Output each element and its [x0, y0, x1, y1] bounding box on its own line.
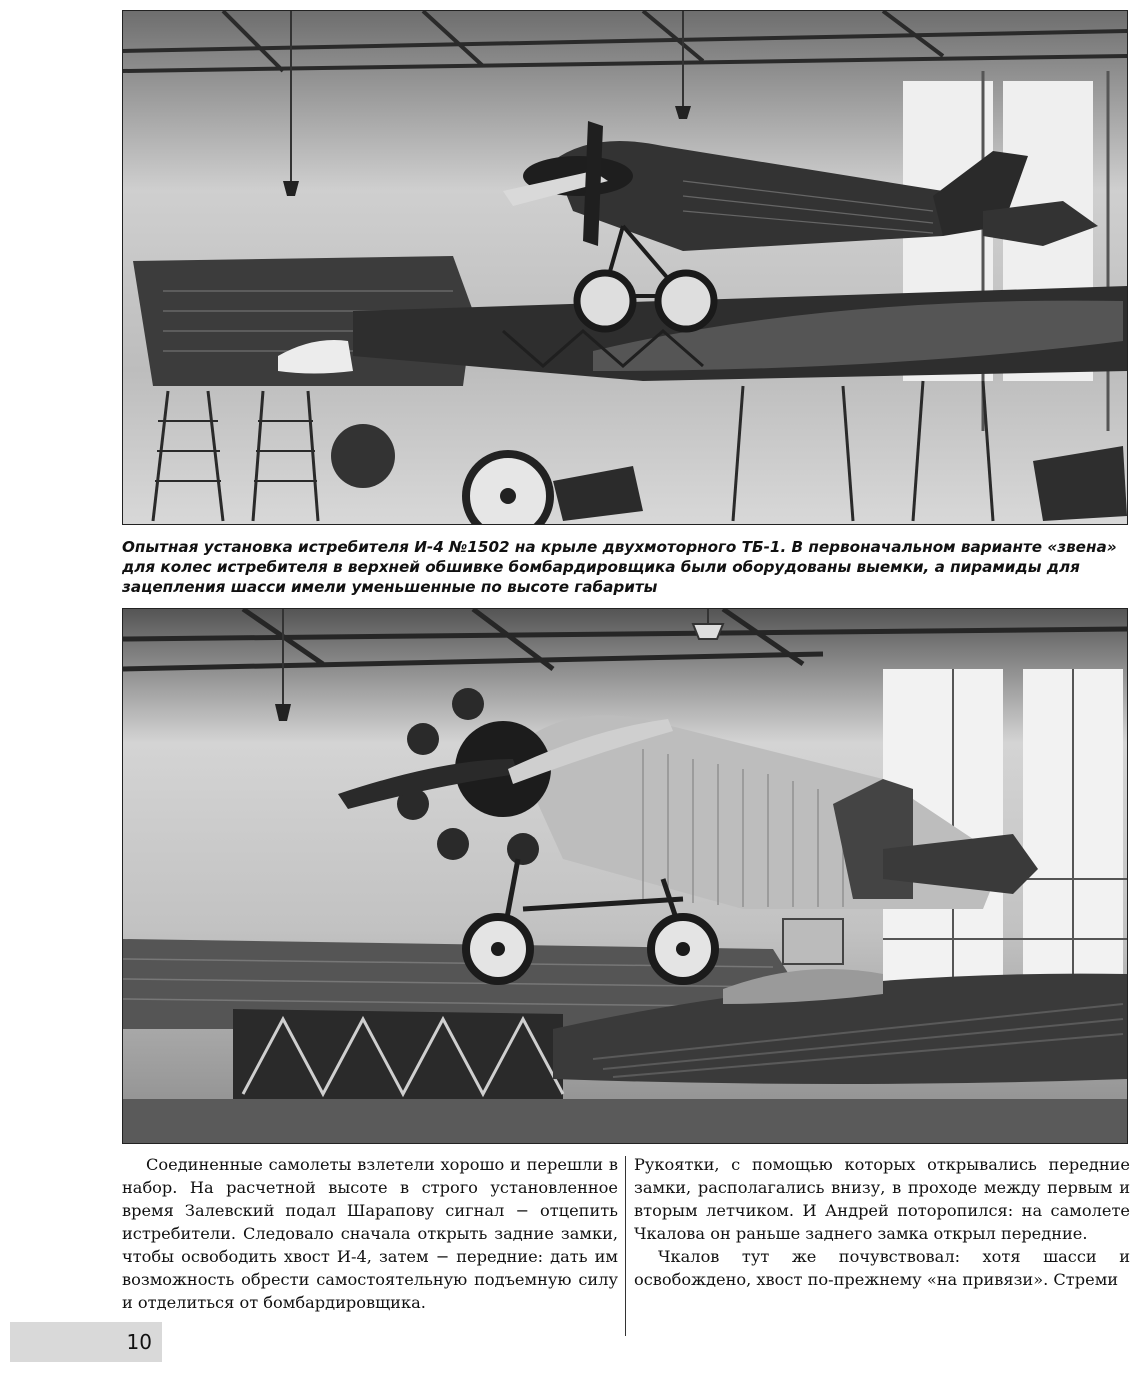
body-paragraph-3: Чкалов тут же почувствовал: хотя шасси и освобождено, хвост по-прежнему «на привязи». Стреми: [634, 1247, 1130, 1289]
body-column-right: [634, 1153, 1130, 1291]
page-number: 10: [126, 1330, 152, 1354]
column-divider: [625, 1156, 626, 1336]
page-number-box: [10, 1322, 162, 1362]
body-paragraph-1: Соединенные самолеты взлетели хорошо и перешли в набор. На расчетной высоте в строго установленное время Залевский подал Шарапову сигнал − отцепить истребители. Следовало сначала открыть задние замки, чтобы освободить хвост И-4, затем − передние: дать им возможность обрести самостоятельную подъемную силу и отделиться от бомбардировщика.: [122, 1155, 618, 1312]
body-column-left: [122, 1153, 618, 1314]
photo-bottom-i4-closeup: [122, 608, 1128, 1144]
body-paragraph-2: Рукоятки, с помощью которых открывались передние замки, располагались внизу, в проходе между первым и вторым летчиком. И Андрей поторопился: на самолете Чкалова он раньше заднего замка открыл передние.: [634, 1155, 1130, 1243]
photo-caption: Опытная установка истребителя И-4 №1502 на крыле двухмоторного ТБ-1. В первоначальном варианте «звена» для колес истребителя в верхней обшивке бомбардировщика были оборудованы выемки, а пирамиды для зацепления шасси имели уменьшенные по высоте габариты: [122, 538, 1117, 596]
photo-top-illustration: [123, 11, 1127, 524]
photo-bottom-illustration: [123, 609, 1127, 1143]
photo-top-i4-on-tb1-wing: [122, 10, 1128, 525]
